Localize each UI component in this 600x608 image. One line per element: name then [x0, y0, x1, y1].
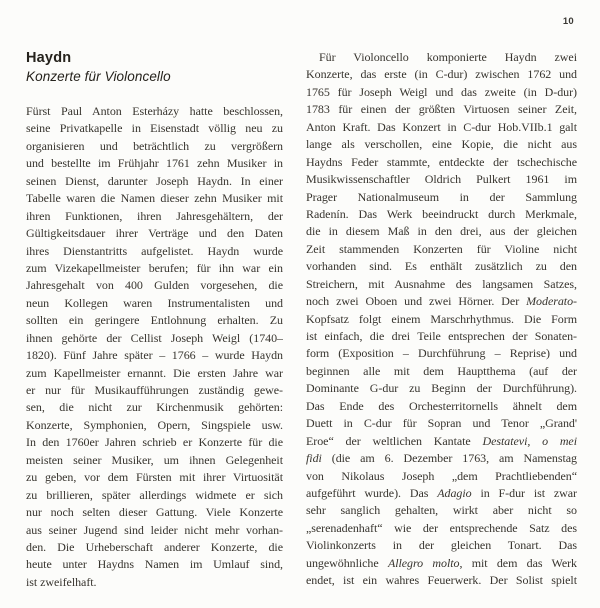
- text-line: Radenín. Das Werk beeindruckt durch Merkmale,: [306, 206, 577, 221]
- text-line: nur noch selten dieser Gattung. Viele Konzerte: [26, 505, 283, 520]
- text-line: Das Ende des Orchesterritornells ähnelt dem: [306, 398, 577, 413]
- text-line: neun Kollegen waren Instrumentalisten und: [26, 295, 283, 310]
- text-line: er nur für Musikaufführungen zuständig gewe-: [26, 383, 283, 397]
- left-column-text: [26, 103, 283, 591]
- text-line: sen, die nicht zur Kirchenmusik gehörten:: [26, 400, 283, 415]
- text-line: ungewöhnliche Allegro molto, mit dem das Werk: [306, 555, 577, 570]
- text-line: Dominante G-dur zu Beginn der Durchführung).: [306, 381, 577, 396]
- text-line: Gültigkeitsdauer ihrer Verträge und den Daten: [26, 226, 283, 241]
- text-line: In den 1760er Jahren schrieb er Konzerte für die: [26, 435, 283, 450]
- text-line: aus seiner Jugend sind leider nicht mehr vorhan-: [26, 522, 283, 537]
- text-line: zum Vizekapellmeister berufen; für ihn war ein: [26, 260, 283, 275]
- text-line: fidi (die am 6. Dezember 1763, am Namenstag: [306, 451, 577, 466]
- text-line: Musikwissenschaftler Oldrich Pulkert 1961 im: [306, 172, 577, 187]
- text-line: seine Privatkapelle in Eisenstadt völlig neu zu: [26, 121, 283, 136]
- text-line: von Nikolaus Joseph „dem Prachtliebenden“: [306, 468, 577, 483]
- text-line: Anton Kraft. Das Konzert in C-dur Hob.VIIb.1 galt: [306, 119, 577, 134]
- text-line: 1765 für Joseph Weigl und das zweite (in D-dur): [306, 84, 577, 99]
- text-line: ihren Funktionen, ihren Jahresgehältern, der: [26, 208, 283, 223]
- text-line: endet, ist ein wahres Feuerwerk. Der Solist spielt: [306, 573, 577, 588]
- text-line: Für Violoncello komponierte Haydn zwei: [319, 50, 577, 64]
- text-line: 1783 für einen der größten Virtuosen seiner Zeit,: [306, 102, 577, 117]
- text-line: ist zweifelhaft.: [26, 574, 97, 589]
- text-line: „serenadenhaft“ wie der entsprechende Satz des: [306, 520, 577, 535]
- text-line: ihnen gehörte der Cellist Joseph Weigl (1740–: [26, 330, 283, 345]
- text-line: zum Kapellmeister ernannt. Die ersten Jahre war: [26, 365, 283, 380]
- chapter-subtitle: Konzerte für Violoncello: [26, 69, 171, 84]
- text-line: vorhanden sind. Es enthält zusätzlich zu den: [306, 259, 577, 274]
- text-line: Zeit stammenden Konzerten für Violine nicht: [306, 241, 577, 256]
- text-line: beginnen alle mit dem Hauptthema (auf der: [306, 363, 577, 378]
- text-line: Prager Nationalmuseum in der Sammlung: [306, 189, 577, 204]
- text-line: heute unter Haydns Namen im Umlauf sind,: [26, 557, 283, 572]
- text-line: Fürst Paul Anton Esterházy hatte beschlossen,: [26, 104, 283, 118]
- text-line: meisten seiner Musiker, um ihnen Gelegenheit: [26, 452, 283, 467]
- text-line: Konzerte, Symphonien, Opern, Singspiele usw.: [26, 417, 283, 432]
- right-column: [306, 49, 577, 590]
- text-line: Jahresgehalt von 400 Gulden vorgesehen, die: [26, 278, 283, 293]
- text-line: Kopfsatz folgt einem Marschrhythmus. Die Form: [306, 311, 577, 326]
- text-line: sollten ein geringere Entlohnung erhalten. Zu: [26, 313, 283, 328]
- text-line: noch zwei Oboen und zwei Hörner. Der Moderato-: [306, 294, 577, 309]
- text-line: seinen Dienst, darunter Joseph Haydn. In einer: [26, 173, 283, 188]
- left-column: [26, 50, 283, 591]
- text-line: sehr sanglich gehalten, wirkt aber nicht so: [306, 503, 577, 518]
- text-line: ihres Dienstantritts aufgelistet. Haydn wurde: [26, 243, 283, 258]
- right-column-text: [306, 49, 577, 590]
- text-line: Streichern, mit Ausnahme des langsamen Satzes,: [306, 276, 577, 291]
- text-line: Tabelle waren die Namen dieser zehn Musiker mit: [26, 191, 283, 206]
- text-line: zu brillieren, später allerdings widmete er sich: [26, 487, 283, 502]
- text-line: Haydns Feder stammte, entdeckte der tschechische: [306, 154, 577, 169]
- text-line: aufgeführt wurde). Das Adagio in F-dur ist zwar: [306, 485, 577, 500]
- text-line: 1820). Fünf Jahre später – 1766 – wurde Haydn: [26, 348, 283, 363]
- text-line: Duett in C-dur für Sopran und Tenor „Grand': [306, 416, 577, 431]
- text-line: Eroe“ der weltlichen Kantate Destatevi, o mei: [306, 433, 577, 448]
- text-line: die in diesem Maß in den drei, aus der gleichen: [306, 224, 577, 239]
- chapter-title: Haydn: [26, 50, 72, 66]
- text-line: Konzerte, das erste (in C-dur) zwischen 1762 und: [306, 67, 577, 82]
- text-line: den. Die Urheberschaft anderer Konzerte, die: [26, 539, 283, 554]
- text-line: ist einfach, die drei Teile entsprechen der Sonaten-: [306, 329, 577, 343]
- text-line: lange als verschollen, eine Kopie, die nicht aus: [306, 137, 577, 152]
- page-number: 10: [562, 16, 574, 27]
- text-line: Violinkonzerts in der gleichen Tonart. Das: [306, 538, 577, 553]
- text-line: form (Exposition – Durchführung – Reprise) und: [306, 346, 577, 361]
- text-line: und bestellte im Frühjahr 1761 zehn Musiker in: [26, 156, 283, 171]
- text-line: zu geben, vor dem Fürsten mit ihrer Virtuosität: [26, 470, 283, 485]
- text-line: organisieren und beträchtlich zu vergrößern: [26, 138, 283, 153]
